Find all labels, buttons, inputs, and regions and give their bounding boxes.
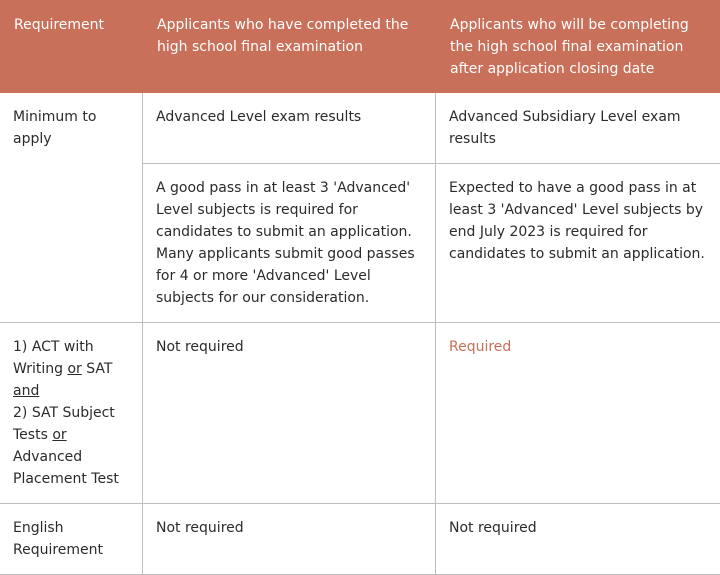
tests-label-and: and — [13, 380, 130, 402]
row-label-tests — [0, 323, 143, 504]
tests-label-part3: 2) SAT Subject Tests — [13, 405, 115, 443]
header-requirement: Requirement — [0, 1, 143, 93]
cell-minimum-completing-detail: Expected to have a good pass in at least 3 'Advanced' Level subjects by end July 2023 is required for candidates to submit an application. — [436, 164, 720, 323]
header-completing: Applicants who will be completing the high school final examination after application closing date — [436, 1, 720, 93]
cell-minimum-completing: Advanced Subsidiary Level exam results — [436, 93, 720, 164]
tests-label-part4: Advanced Placement Test — [13, 449, 119, 487]
cell-minimum-completed: Advanced Level exam results — [143, 93, 436, 164]
table-row — [0, 93, 720, 164]
row-label-minimum: Minimum to apply — [0, 93, 143, 323]
header-row — [0, 1, 720, 93]
cell-tests-completed: Not required — [143, 323, 436, 504]
cell-english-completed: Not required — [143, 504, 436, 575]
cell-minimum-completed-detail: A good pass in at least 3 'Advanced' Level subjects is required for candidates to submit an application. Many applicants submit good passes for 4 or more 'Advanced' Level subjects for our consideration. — [143, 164, 436, 323]
table-row — [0, 504, 720, 575]
row-label-english: English Requirement — [0, 504, 143, 575]
tests-label-or1: or — [67, 361, 81, 377]
tests-label-or2: or — [52, 427, 66, 443]
table-row — [0, 323, 720, 504]
cell-english-completing: Not required — [436, 504, 720, 575]
cell-tests-completing: Required — [436, 323, 720, 504]
tests-label-part2: SAT — [86, 361, 112, 377]
header-completed: Applicants who have completed the high school final examination — [143, 1, 436, 93]
tests-label-part1: 1) ACT with Writing — [13, 339, 94, 377]
